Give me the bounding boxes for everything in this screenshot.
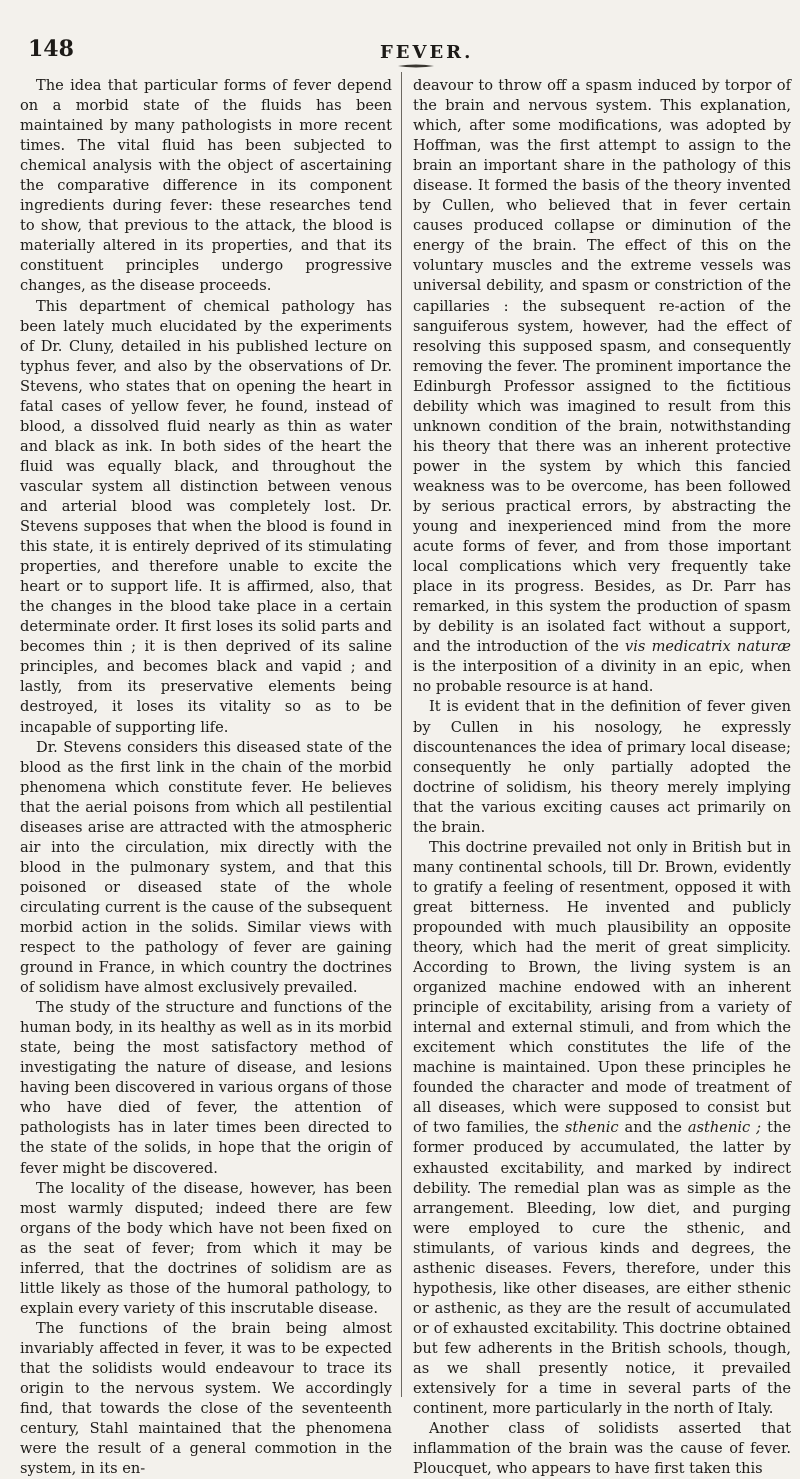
paragraph-text: deavour to throw off a spasm induced by torpor of the brain and nervous system. This explanation, which, after some modifications, was adopted by Hoffman, was the first attempt to assign to the brain an important share in the pathology of this disease. It formed the basis of the theory invented by Cullen, who believed that in fever certain causes produced collapse or diminution of the energy of the brain. The effect of this on the voluntary muscles and the extreme vessels was universal debility, and spasm or constriction of the capillaries : the subsequent re-action of the sanguiferous system, however, had the effect of resolving this supposed spasm, and consequently removing the fever. The prominent importance the Edinburgh Professor assigned to the fictitious debility which was imagined to result from this unknown condition of the brain, notwithstanding his theory that there was an inherent protective power in the system by which this fancied weakness was to be overcome, has been followed by serious practical errors, by abstracting the young and inexperienced mind from the more acute forms of fever, and from those important local complications which very frequently take place in its progress. Besides, as Dr. Parr has remarked, in this system the production of spasm by debility is an isolated fact without a support, and the introduction of the	[413, 77, 791, 656]
paragraph-text: and the	[618, 1119, 688, 1137]
paragraph: The functions of the brain being almost invariably affected in fever, it was to be expected that the solidists would endeavour to trace its origin to the nervous system. We accordingly find, that towards the close of the seventeenth century, Stahl maintained that the phenomena were the result of a general commotion in the system, in its en-	[20, 1319, 392, 1478]
paragraph: It is evident that in the definition of fever given by Cullen in his nosology, he expressly discountenances the idea of primary local disease; consequently he only partially adopted the doctrine of solidism, his theory merely implying that the various exciting causes act primarily on the brain.	[413, 698, 791, 836]
paragraph: Another class of solidists asserted that inflammation of the brain was the cause of fever. Ploucquet, who appears to have first taken this	[413, 1420, 791, 1478]
right-column	[413, 76, 791, 1479]
paragraph-text: the former produced by accumulated, the latter by exhausted excitability, and marked by indirect debility. The remedial plan was as simple as the arrangement. Bleeding, low diet, and purging were employed to cure the sthenic, and stimulants, of various kinds and degrees, the asthenic diseases. Fevers, therefore, under this hypothesis, like other diseases, are either sthenic or asthenic, as they are the result of accumulated or of exhausted excitability. This doctrine obtained but few adherents in the British schools, though, as we shall presently notice, it prevailed extensively for a time in several parts of the continent, more particularly in the north of Italy.	[413, 1119, 791, 1418]
page-number: 148	[28, 36, 74, 62]
left-column	[20, 76, 392, 1479]
paragraph: The study of the structure and functions of the human body, in its healthy as well as in its morbid state, being the most satisfactory method of investigating the nature of disease, and lesions having been discovered in various organs of those who have died of fever, the attention of pathologists has in later times been directed to the state of the solids, in hope that the origin of fever might be discovered.	[20, 999, 392, 1177]
running-title: FEVER.	[380, 42, 474, 63]
paragraph: This department of chemical pathology has been lately much elucidated by the experiments of Dr. Cluny, detailed in his published lecture on typhus fever, and also by the observations of Dr. Stevens, who states that on opening the heart in fatal cases of yellow fever, he found, instead of blood, a dissolved fluid nearly as thin as water and black as ink. In both sides of the heart the fluid was equally black, and throughout the vascular system all distinction between venous and arterial blood was completely lost. Dr. Stevens supposes that when the blood is found in this state, it is entirely deprived of its stimulating properties, and therefore unable to excite the heart or to support life. It is affirmed, also, that the changes in the blood take place in a certain determinate order. It first loses its solid parts and becomes thin ; it is then deprived of its saline principles, and becomes black and vapid ; and lastly, from its preservative elements being destroyed, it loses its vitality so as to be incapable of supporting life.	[20, 297, 392, 736]
paragraph-text: This doctrine prevailed not only in British but in many continental schools, till Dr. Brown, evidently to gratify a feeling of resentment, opposed it with great bitterness. He invented and publicly propounded with much plausibility an opposite theory, which had the merit of great simplicity. According to Brown, the living system is an organized machine endowed with an inherent principle of excitability, arising from a variety of internal and external stimuli, and from which the excitement which constitutes the life of the machine is maintained. Upon these principles he founded the character and mode of treatment of all diseases, which were supposed to consist but of two families, the	[413, 838, 791, 1137]
page-header	[28, 36, 788, 72]
column-divider	[401, 72, 402, 1397]
paragraph-continued	[413, 76, 791, 697]
paragraph: Dr. Stevens considers this diseased state of the blood as the first link in the chain of the morbid phenomena which constitute fever. He believes that the aerial poisons from which all pestilential diseases arise are attracted with the atmospheric air into the circulation, mix directly with the blood in the pulmonary system, and that this poisoned or diseased state of the whole circulating current is the cause of the subsequent morbid action in the solids. Similar views with respect to the pathology of fever are gaining ground in France, in which country the doctrines of solidism have almost exclusively prevailed.	[20, 738, 392, 997]
term-asthenic: asthenic ;	[687, 1119, 762, 1137]
latin-phrase: vis medicatrix naturæ	[624, 638, 791, 656]
paragraph: The locality of the disease, however, has been most warmly disputed; indeed there are few organs of the body which have not been fixed on as the seat of fever; from which it may be inferred, that the doctrines of solidism are as little likely as those of the humoral pathology, to explain every variety of this inscrutable disease.	[20, 1179, 392, 1317]
term-sthenic: sthenic	[564, 1119, 619, 1137]
paragraph-text: is the interposition of a divinity in an epic, when no probable resource is at hand.	[413, 658, 791, 696]
paragraph: The idea that particular forms of fever depend on a morbid state of the fluids has been maintained by many pathologists in more recent times. The vital fluid has been subjected to chemical analysis with the object of ascertaining the comparative difference in its component ingredients during fever: these researches tend to show, that previous to the attack, the blood is materially altered in its properties, and that its constituent principles undergo progressive changes, as the disease proceeds.	[20, 77, 392, 295]
header-ornament	[396, 64, 436, 68]
paragraph	[413, 838, 791, 1419]
